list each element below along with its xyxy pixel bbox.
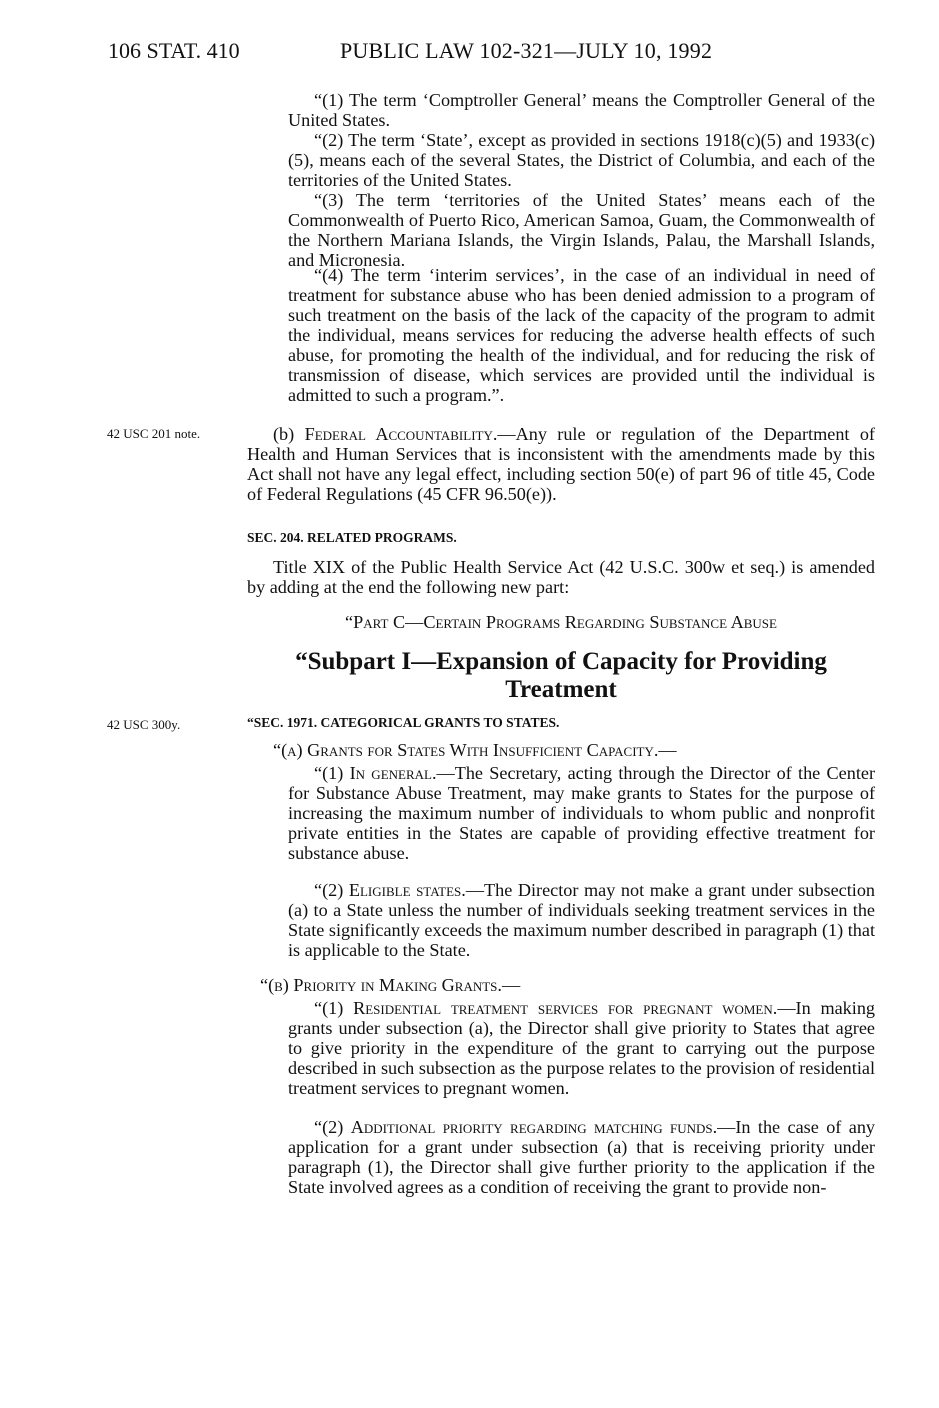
accountability-lead: (b)	[273, 424, 305, 444]
public-law-title: PUBLIC LAW 102-321—JULY 10, 1992	[340, 38, 713, 63]
a2-heading: Eligible states.	[348, 880, 466, 900]
b1-heading: Residential treatment services for pregnant women.	[353, 998, 778, 1018]
definition-2: “(2) The term ‘State’, except as provided in sections 1918(c)(5) and 1933(c)(5), means each of the several States, the District of Columbia, and each of the territories of the United States.	[288, 130, 875, 190]
part-c-heading: “Part C—Certain Programs Regarding Substance Abuse	[345, 612, 777, 632]
definition-4: “(4) The term ‘interim services’, in the case of an individual in need of treatment for substance abuse who has been denied admission to a program of such treatment on the basis of the lack of the capacity of the program to admit the individual, means services for reducing the adverse health effects of such abuse, for promoting the health of the individual, and for reducing the risk of transmission of disease, which services are provided until the individual is admitted to such a program.”.	[288, 265, 875, 405]
definition-1: “(1) The term ‘Comptroller General’ means the Comptroller General of the United States.	[288, 90, 875, 130]
subpart-heading-line-2: Treatment	[505, 676, 617, 703]
sec-1971-heading: “SEC. 1971. CATEGORICAL GRANTS TO STATES.	[247, 715, 560, 730]
margin-note-42-usc-201: 42 USC 201 note.	[107, 426, 201, 441]
paragraph-a1	[288, 763, 875, 863]
federal-accountability-paragraph	[247, 424, 875, 504]
a2-text: —The Director may not make a grant under subsection (a) to a State unless the number of individuals seeking treatment services in the State significantly exceeds the maximum number described in paragraph (1) that is applicable to the State.	[288, 880, 876, 960]
sec-204-heading: SEC. 204. RELATED PROGRAMS.	[247, 530, 457, 545]
accountability-text: —Any rule or regulation of the Department of Health and Human Services that is inconsistent with the amendments made by this Act shall not have any legal effect, including section 50(e) of part 96 of title 45, Code of Federal Regulations (45 CFR 96.50(e)).	[247, 424, 875, 504]
accountability-heading: Federal Accountability.	[304, 424, 498, 444]
b2-heading: Additional priority regarding matching funds.	[350, 1117, 718, 1137]
paragraph-b1	[288, 998, 875, 1098]
definition-3: “(3) The term ‘territories of the United States’ means each of the Commonwealth of Puerto Rico, American Samoa, Guam, the Commonwealth of the Northern Mariana Islands, the Virgin Islands, Palau, the Marshall Islands, and Micronesia.	[288, 190, 875, 270]
a1-lead: “(1)	[314, 763, 350, 783]
paragraph-a2	[288, 880, 875, 960]
page-header	[108, 38, 878, 68]
b2-text: —In the case of any application for a grant under subsection (a) that is receiving priority under paragraph (1), the Director shall give further priority to the application if the State involved agrees as a condition of receiving the grant to provide non-	[288, 1117, 876, 1197]
b1-lead: “(1)	[314, 998, 354, 1018]
subsection-b-heading: “(b) Priority in Making Grants.—	[260, 975, 521, 995]
a2-lead: “(2)	[314, 880, 349, 900]
margin-note-42-usc-300y: 42 USC 300y.	[107, 717, 181, 732]
paragraph-b2	[288, 1117, 875, 1197]
sec-204-text: Title XIX of the Public Health Service Act (42 U.S.C. 300w et seq.) is amended by adding at the end the following new part:	[247, 557, 875, 597]
a1-heading: In general.	[349, 763, 437, 783]
statute-page-number: 106 STAT. 410	[108, 38, 240, 63]
subsection-a-heading: “(a) Grants for States With Insufficient Capacity.—	[273, 740, 677, 760]
b1-text: —In making grants under subsection (a), the Director shall give priority to States that agree to give priority in the expenditure of the grant to carrying out the purpose described in such subsection as the purpose relates to the provision of residential treatment services to pregnant women.	[288, 998, 876, 1098]
a1-text: —The Secretary, acting through the Director of the Center for Substance Abuse Treatment, may make grants to States for the purpose of increasing the maximum number of individuals to whom public and nonprofit private entities in the States are capable of providing effective treatment for substance abuse.	[288, 763, 876, 863]
b2-lead: “(2)	[314, 1117, 351, 1137]
subpart-heading-line-1: “Subpart I—Expansion of Capacity for Providing	[295, 648, 827, 675]
